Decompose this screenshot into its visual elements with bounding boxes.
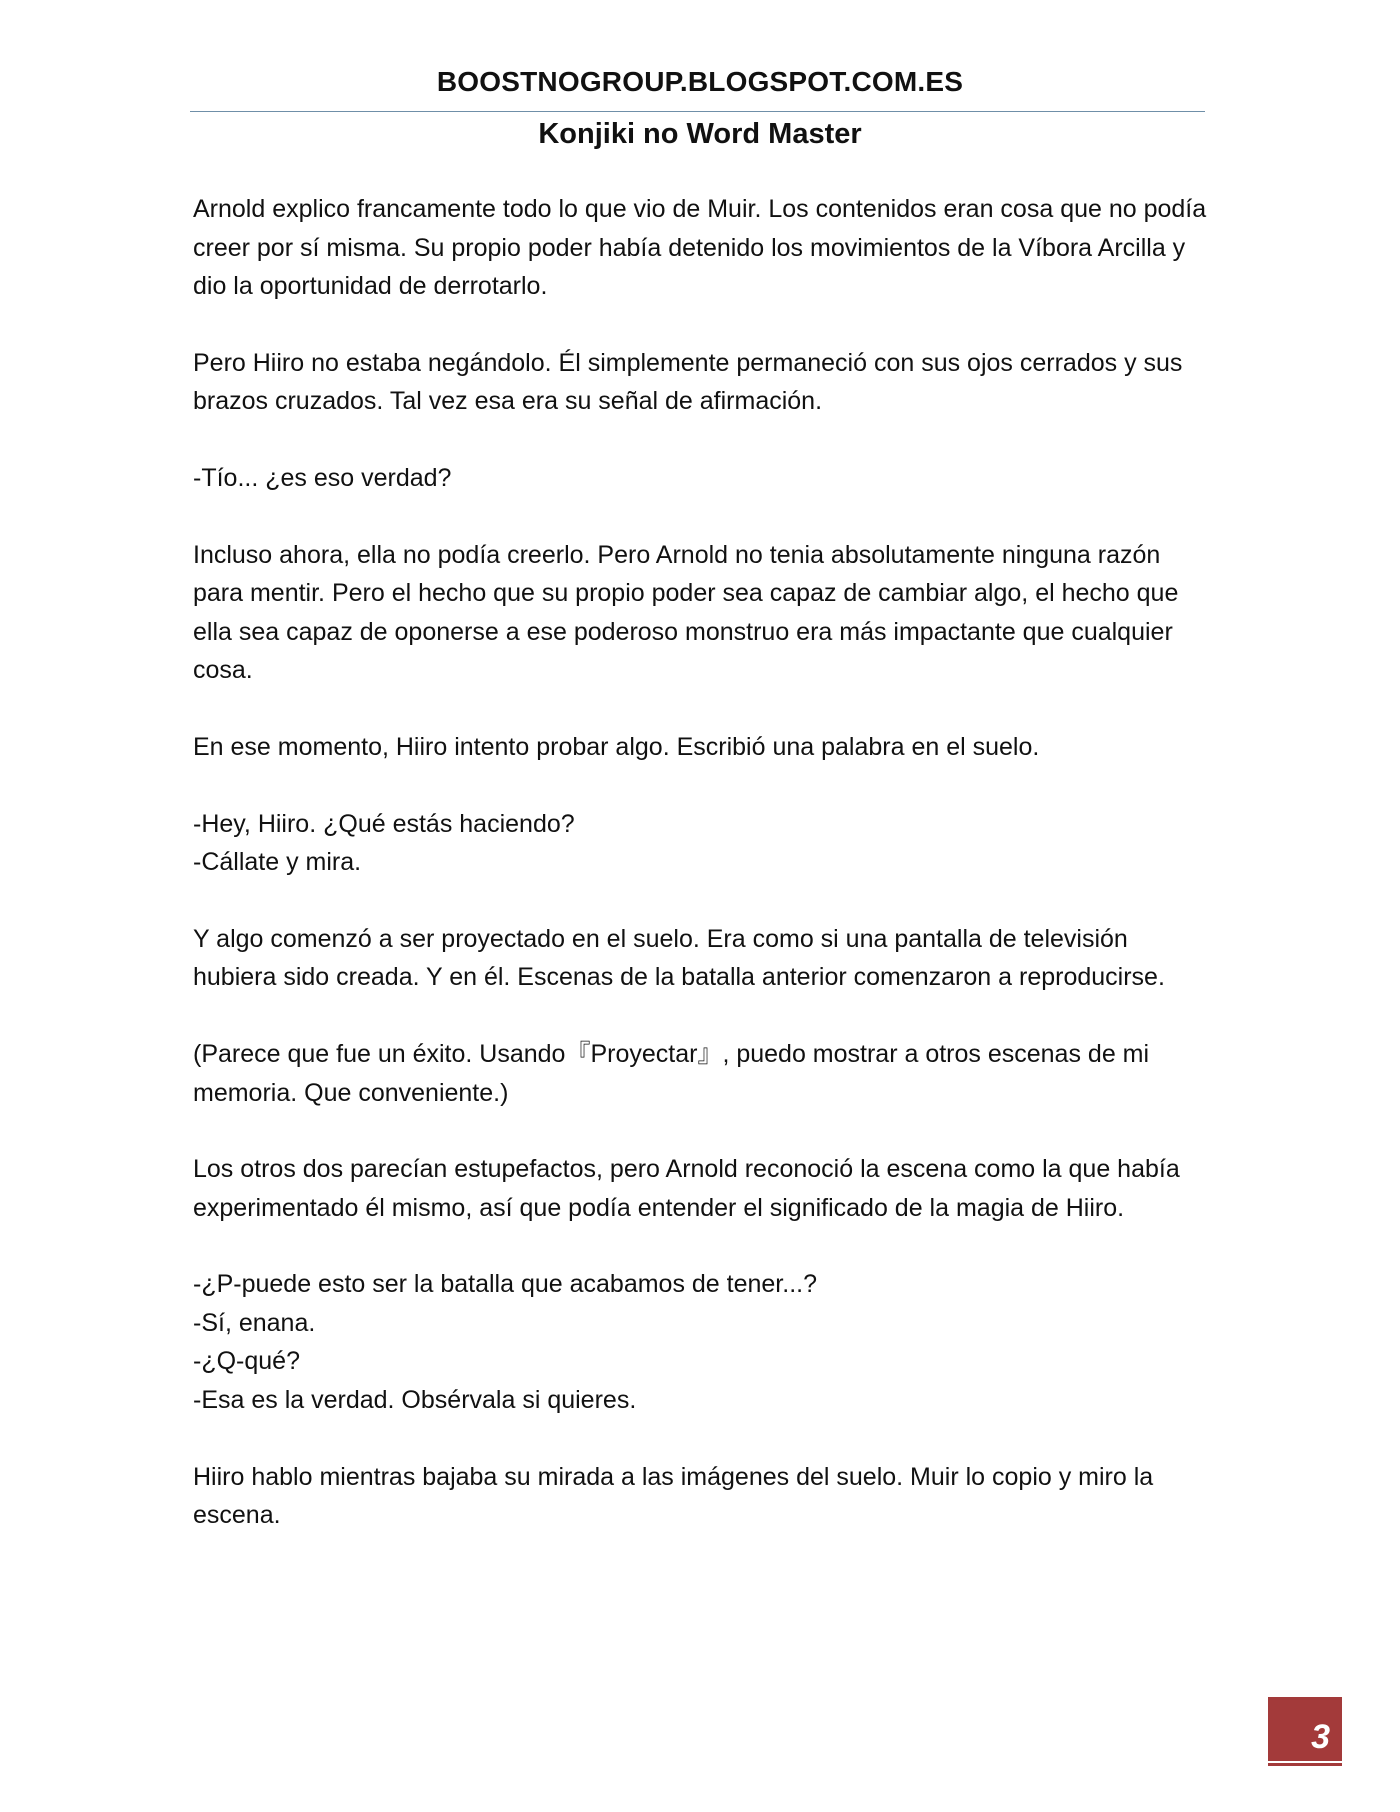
body-text — [193, 190, 1208, 1573]
paragraph — [193, 1150, 1208, 1227]
paragraph — [193, 459, 1208, 498]
paragraph — [193, 1458, 1208, 1535]
paragraph-line: (Parece que fue un éxito. Usando『Proyectar』, puedo mostrar a otros escenas de mi memoria. Que conveniente.) — [193, 1039, 1150, 1107]
document-title: Konjiki no Word Master — [538, 118, 862, 150]
paragraph — [193, 536, 1208, 690]
dialogue-line: -¿Q-qué? — [193, 1347, 300, 1376]
paragraph-line: Incluso ahora, ella no podía creerlo. Pero Arnold no tenia absolutamente ninguna razón para mentir. Pero el hecho que su propio poder sea capaz de cambiar algo, el hecho que ella sea capaz de oponerse a ese poderoso monstruo era más impactante que cualquier cosa. — [193, 540, 1179, 685]
paragraph-line: Arnold explico francamente todo lo que vio de Muir. Los contenidos eran cosa que no podía creer por sí misma. Su propio poder había detenido los movimientos de la Víbora Arcilla y dio la oportunidad de derrotarlo. — [193, 195, 1207, 301]
site-header: BOOSTNOGROUP.BLOGSPOT.COM.ES — [436, 66, 964, 97]
paragraph-line: Hiiro hablo mientras bajaba su mirada a las imágenes del suelo. Muir lo copio y miro la escena. — [193, 1462, 1154, 1530]
dialogue-line: -Sí, enana. — [193, 1308, 316, 1337]
dialogue-line: -Tío... ¿es eso verdad? — [193, 463, 452, 492]
page-number-badge — [1268, 1697, 1342, 1761]
paragraph — [193, 805, 1208, 882]
header-divider — [190, 111, 1205, 112]
dialogue-line: -Esa es la verdad. Obsérvala si quieres. — [193, 1386, 637, 1415]
page-number: 3 — [1311, 1718, 1330, 1756]
paragraph — [193, 920, 1208, 997]
paragraph-line: En ese momento, Hiiro intento probar algo. Escribió una palabra en el suelo. — [193, 732, 1040, 761]
paragraph — [193, 344, 1208, 421]
paragraph — [193, 1265, 1208, 1419]
paragraph — [193, 1035, 1208, 1112]
dialogue-line: -Cállate y mira. — [193, 848, 362, 877]
paragraph — [193, 728, 1208, 767]
paragraph — [193, 190, 1208, 306]
paragraph-line: Pero Hiiro no estaba negándolo. Él simplemente permaneció con sus ojos cerrados y sus brazos cruzados. Tal vez esa era su señal de afirmación. — [193, 348, 1183, 416]
dialogue-line: -¿P-puede esto ser la batalla que acabamos de tener...? — [193, 1270, 817, 1299]
paragraph-line: Y algo comenzó a ser proyectado en el suelo. Era como si una pantalla de televisión hubiera sido creada. Y en él. Escenas de la batalla anterior comenzaron a reproducirse. — [193, 924, 1165, 992]
paragraph-line: Los otros dos parecían estupefactos, pero Arnold reconoció la escena como la que había experimentado él mismo, así que podía entender el significado de la magia de Hiiro. — [193, 1155, 1180, 1222]
page-number-underline — [1268, 1763, 1342, 1766]
dialogue-line: -Hey, Hiiro. ¿Qué estás haciendo? — [193, 809, 575, 838]
